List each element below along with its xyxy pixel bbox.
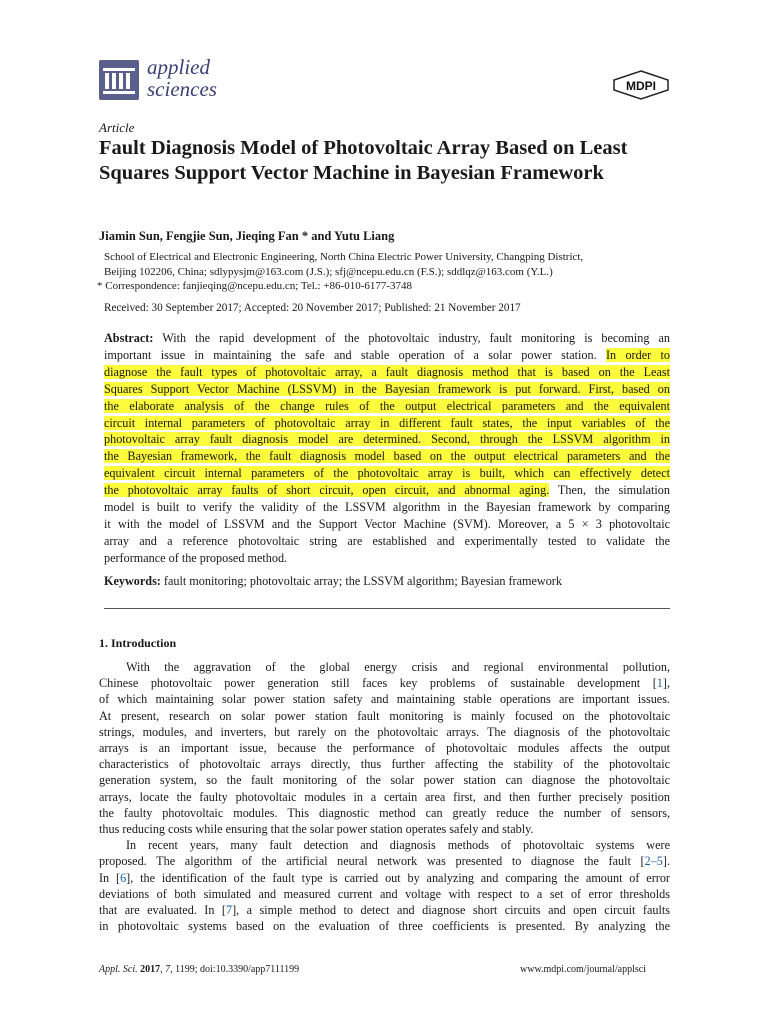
body-text [99,659,670,934]
body-line: At present, research on solar power station fault monitoring is mainly focused on the photovoltaic [99,708,670,723]
body-line: in photovoltaic systems based on the evaluation of three coefficients is presented. By analyzing the [99,919,670,934]
journal-name-line2: sciences [147,77,217,101]
paper-title: Fault Diagnosis Model of Photovoltaic Array Based on Least Squares Support Vector Machine in Bayesian Framework [99,137,628,184]
abstract-line: it with the model of LSSVM and the Support Vector Machine (SVM). Moreover, a 5 × 3 photovoltaic [104,516,670,531]
body-line: arrays is an important issue, because the performance of photovoltaic modules affects the output [99,741,670,756]
keywords: Keywords: fault monitoring; photovoltaic array; the LSSVM algorithm; Bayesian framework [104,574,562,588]
abstract [104,330,670,567]
publisher-name: MDPI [626,79,656,93]
correspondence: * Correspondence: fanjieqing@ncepu.edu.cn; Tel.: +86-010-6177-3748 [97,280,413,292]
body-line: thus reducing costs while ensuring that the solar power station operates safely and stably. [99,822,534,837]
body-line: that are evaluated. In [7], a simple method to detect and diagnose short circuits and open circuit faults [99,903,670,918]
article-type: Article [99,120,135,135]
highlight: equivalent circuit internal parameters of the photovoltaic array is built, which can effectively detect [104,466,670,481]
citation-link[interactable]: 2–5 [644,854,663,869]
abstract-line: array and a reference photovoltaic string are established and experimentally tested to validate the [104,533,670,548]
abstract-line: model is built to verify the validity of the LSSVM algorithm in the Bayesian framework by comparing [104,500,670,515]
columns-icon [99,60,139,100]
affiliation-line: Beijing 102206, China; sdlypysjm@163.com (J.S.); sfj@ncepu.edu.cn (F.S.); sddlqz@163.com (Y.L.) [104,265,553,278]
body-line: strings, modules, and inverters, but rarely on the photovoltaic arrays. The diagnosis of the photovoltaic [99,724,670,739]
body-line: In [6], the identification of the fault type is carried out by analyzing and comparing the amount of error [99,870,670,885]
abstract-label: Abstract: [104,331,154,345]
abstract-line: Abstract: With the rapid development of the photovoltaic industry, fault monitoring is becoming an [104,331,670,345]
keywords-label: Keywords: [104,574,161,588]
highlight: photovoltaic array fault diagnosis model are determined. Second, through the LSSVM algorithm in [104,432,670,447]
citation-link[interactable]: 7 [225,903,233,918]
abstract-line [104,465,670,482]
body-line: arrays, locate the faulty photovoltaic modules in a certain area first, and then further precisely position [99,789,670,804]
body-line: proposed. The algorithm of the artificial neural network was presented to diagnose the fault [2–5]. [99,854,670,869]
publication-dates: Received: 30 September 2017; Accepted: 20 November 2017; Published: 21 November 2017 [104,302,521,314]
abstract-line [104,448,670,465]
abstract-line [104,431,670,448]
citation-link[interactable]: 1 [656,676,663,691]
abstract-line [104,381,670,398]
abstract-line [104,398,670,415]
author-list: Jiamin Sun, Fengjie Sun, Jieqing Fan * and Yutu Liang [99,229,395,243]
footer-citation: Appl. Sci. 2017, 7, 1199; doi:10.3390/app7111199 [99,964,300,975]
body-line: generation system, so the fault monitoring of the solar power station can diagnose the photovoltaic [99,773,670,788]
abstract-line [104,364,670,381]
body-line: Chinese photovoltaic power generation still faces key problems of sustainable development [1], [99,676,670,691]
highlight: the photovoltaic array faults of short circuit, open circuit, and abnormal aging. [104,483,550,498]
highlight: In order to [605,347,670,362]
divider [104,608,670,609]
body-line: of which maintaining solar power station safety and maintaining stable operations are important issues. [99,692,670,707]
publisher-logo [612,70,670,105]
citation-link[interactable]: 6 [120,870,127,885]
affiliation [97,250,684,294]
footer-url[interactable]: www.mdpi.com/journal/applsci [520,964,646,975]
mdpi-logo-icon [612,70,670,100]
highlight: circuit internal parameters of photovoltaic array in different fault states, the input variables of the [104,415,670,430]
journal-name-line1: applied [147,55,210,79]
abstract-line: the photovoltaic array faults of short circuit, open circuit, and abnormal aging. Then, the simulation [104,483,670,498]
body-line: With the aggravation of the global energy crisis and regional environmental pollution, [126,660,670,674]
affiliation-line: School of Electrical and Electronic Engineering, North China Electric Power University, Changping District, [104,251,584,263]
abstract-line: performance of the proposed method. [104,550,288,565]
journal-name [147,56,217,100]
highlight: the elaborate analysis of the change rules of the output electrical parameters and the equivalent [104,398,670,413]
highlight: the Bayesian framework, the fault diagnosis model based on the output electrical parameters and the [104,449,670,464]
highlight: diagnose the fault types of photovoltaic array, a fault diagnosis method that is based on the Least [104,364,670,379]
highlight: Squares Support Vector Machine (LSSVM) in the Bayesian framework is put forward. First, based on [104,381,670,396]
section-heading: 1. Introduction [99,636,177,650]
body-line: characteristics of photovoltaic arrays directly, thus further affecting the stability of the photovoltaic [99,757,670,772]
body-line: deviations of both simulated and measured current and voltage with respect to a set of error thresholds [99,886,670,901]
body-line: the faulty photovoltaic modules. This diagnostic method can greatly reduce the number of sensors, [99,805,670,820]
abstract-line [104,415,670,432]
body-line: In recent years, many fault detection and diagnosis methods of photovoltaic systems were [126,838,670,853]
abstract-line: important issue in maintaining the safe and stable operation of a solar power station. In order to [104,347,670,362]
journal-logo [99,60,139,100]
